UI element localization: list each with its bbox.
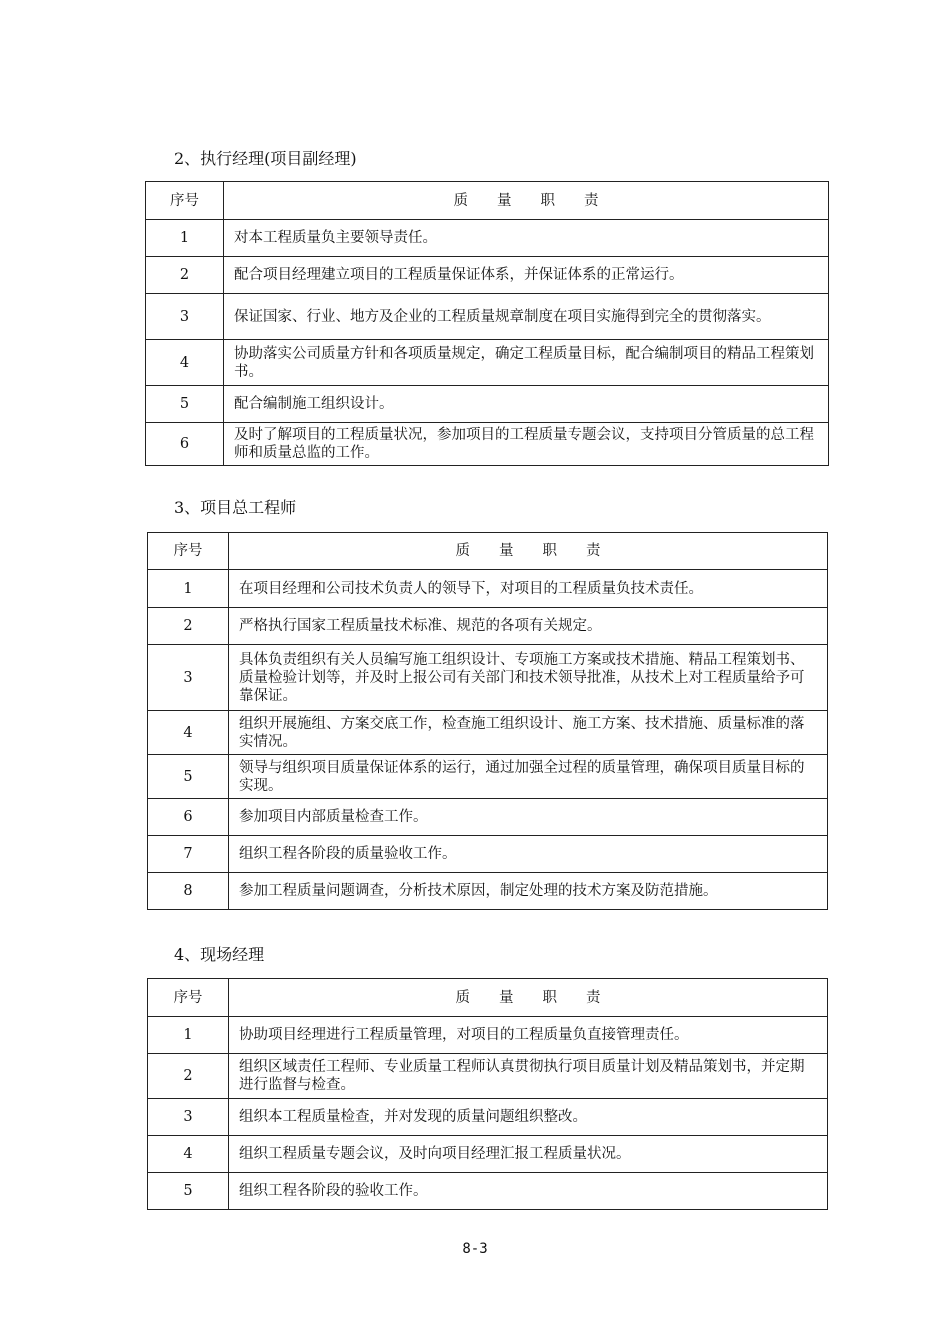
row-duty-text: 协助项目经理进行工程质量管理，对项目的工程质量负直接管理责任。 [229, 1017, 828, 1054]
row-number: 1 [148, 1017, 229, 1054]
col-header-no: 序号 [146, 182, 224, 220]
row-duty-text: 组织开展施组、方案交底工作，检查施工组织设计、施工方案、技术措施、质量标准的落实情况。 [229, 711, 828, 755]
row-number: 2 [146, 257, 224, 294]
table-row [148, 1136, 828, 1173]
table-row [146, 386, 829, 423]
row-duty-text: 组织工程各阶段的验收工作。 [229, 1173, 828, 1210]
row-number: 2 [148, 608, 229, 645]
table-row [148, 873, 828, 910]
table-header-row [148, 979, 828, 1017]
row-number: 8 [148, 873, 229, 910]
row-number: 2 [148, 1054, 229, 1099]
row-number: 4 [148, 1136, 229, 1173]
row-duty-text: 协助落实公司质量方针和各项质量规定，确定工程质量目标，配合编制项目的精品工程策划书。 [224, 340, 829, 386]
section-title: 4、现场经理 [174, 945, 265, 964]
row-duty-text: 组织工程质量专题会议，及时向项目经理汇报工程质量状况。 [229, 1136, 828, 1173]
row-duty-text: 对本工程质量负主要领导责任。 [224, 220, 829, 257]
table-row [148, 1054, 828, 1099]
section-title: 2、执行经理(项目副经理) [174, 149, 357, 168]
table-row [148, 645, 828, 711]
table-row [146, 220, 829, 257]
row-duty-text: 配合项目经理建立项目的工程质量保证体系，并保证体系的正常运行。 [224, 257, 829, 294]
row-number: 5 [146, 386, 224, 423]
row-duty-text: 具体负责组织有关人员编写施工组织设计、专项施工方案或技术措施、精品工程策划书、质量检验计划等，并及时上报公司有关部门和技术领导批准，从技术上对工程质量给予可靠保证。 [229, 645, 828, 711]
row-number: 1 [148, 570, 229, 608]
table-row [148, 711, 828, 755]
col-header-duty: 质 量 职 责 [224, 182, 829, 220]
table-row [146, 257, 829, 294]
table-header-row [146, 182, 829, 220]
col-header-no: 序号 [148, 533, 229, 570]
duty-table [147, 532, 828, 910]
row-duty-text: 参加项目内部质量检查工作。 [229, 799, 828, 836]
row-number: 4 [146, 340, 224, 386]
row-duty-text: 参加工程质量问题调查，分析技术原因，制定处理的技术方案及防范措施。 [229, 873, 828, 910]
duty-table [147, 978, 828, 1210]
page-number: 8-3 [462, 1241, 488, 1257]
table-row [148, 755, 828, 799]
row-number: 3 [148, 645, 229, 711]
duty-table [145, 181, 829, 466]
row-duty-text: 严格执行国家工程质量技术标准、规范的各项有关规定。 [229, 608, 828, 645]
table-header-row [148, 533, 828, 570]
row-duty-text: 组织区域责任工程师、专业质量工程师认真贯彻执行项目质量计划及精品策划书，并定期进行监督与检查。 [229, 1054, 828, 1099]
row-number: 3 [146, 294, 224, 340]
row-duty-text: 组织本工程质量检查，并对发现的质量问题组织整改。 [229, 1099, 828, 1136]
row-number: 6 [146, 423, 224, 466]
row-number: 1 [146, 220, 224, 257]
row-number: 5 [148, 1173, 229, 1210]
col-header-duty: 质 量 职 责 [229, 979, 828, 1017]
table-row [148, 1099, 828, 1136]
table-row [148, 799, 828, 836]
row-number: 3 [148, 1099, 229, 1136]
table-row [146, 294, 829, 340]
table-row [148, 608, 828, 645]
row-duty-text: 保证国家、行业、地方及企业的工程质量规章制度在项目实施得到完全的贯彻落实。 [224, 294, 829, 340]
row-duty-text: 配合编制施工组织设计。 [224, 386, 829, 423]
table-row [148, 1017, 828, 1054]
table-row [148, 1173, 828, 1210]
row-duty-text: 在项目经理和公司技术负责人的领导下，对项目的工程质量负技术责任。 [229, 570, 828, 608]
table-row [148, 570, 828, 608]
row-duty-text: 组织工程各阶段的质量验收工作。 [229, 836, 828, 873]
row-number: 4 [148, 711, 229, 755]
col-header-duty: 质 量 职 责 [229, 533, 828, 570]
table-row [148, 836, 828, 873]
row-number: 7 [148, 836, 229, 873]
row-duty-text: 及时了解项目的工程质量状况，参加项目的工程质量专题会议，支持项目分管质量的总工程师和质量总监的工作。 [224, 423, 829, 466]
row-number: 5 [148, 755, 229, 799]
table-row [146, 423, 829, 466]
table-row [146, 340, 829, 386]
col-header-no: 序号 [148, 979, 229, 1017]
row-number: 6 [148, 799, 229, 836]
section-title: 3、项目总工程师 [174, 498, 297, 517]
row-duty-text: 领导与组织项目质量保证体系的运行，通过加强全过程的质量管理，确保项目质量目标的实现。 [229, 755, 828, 799]
